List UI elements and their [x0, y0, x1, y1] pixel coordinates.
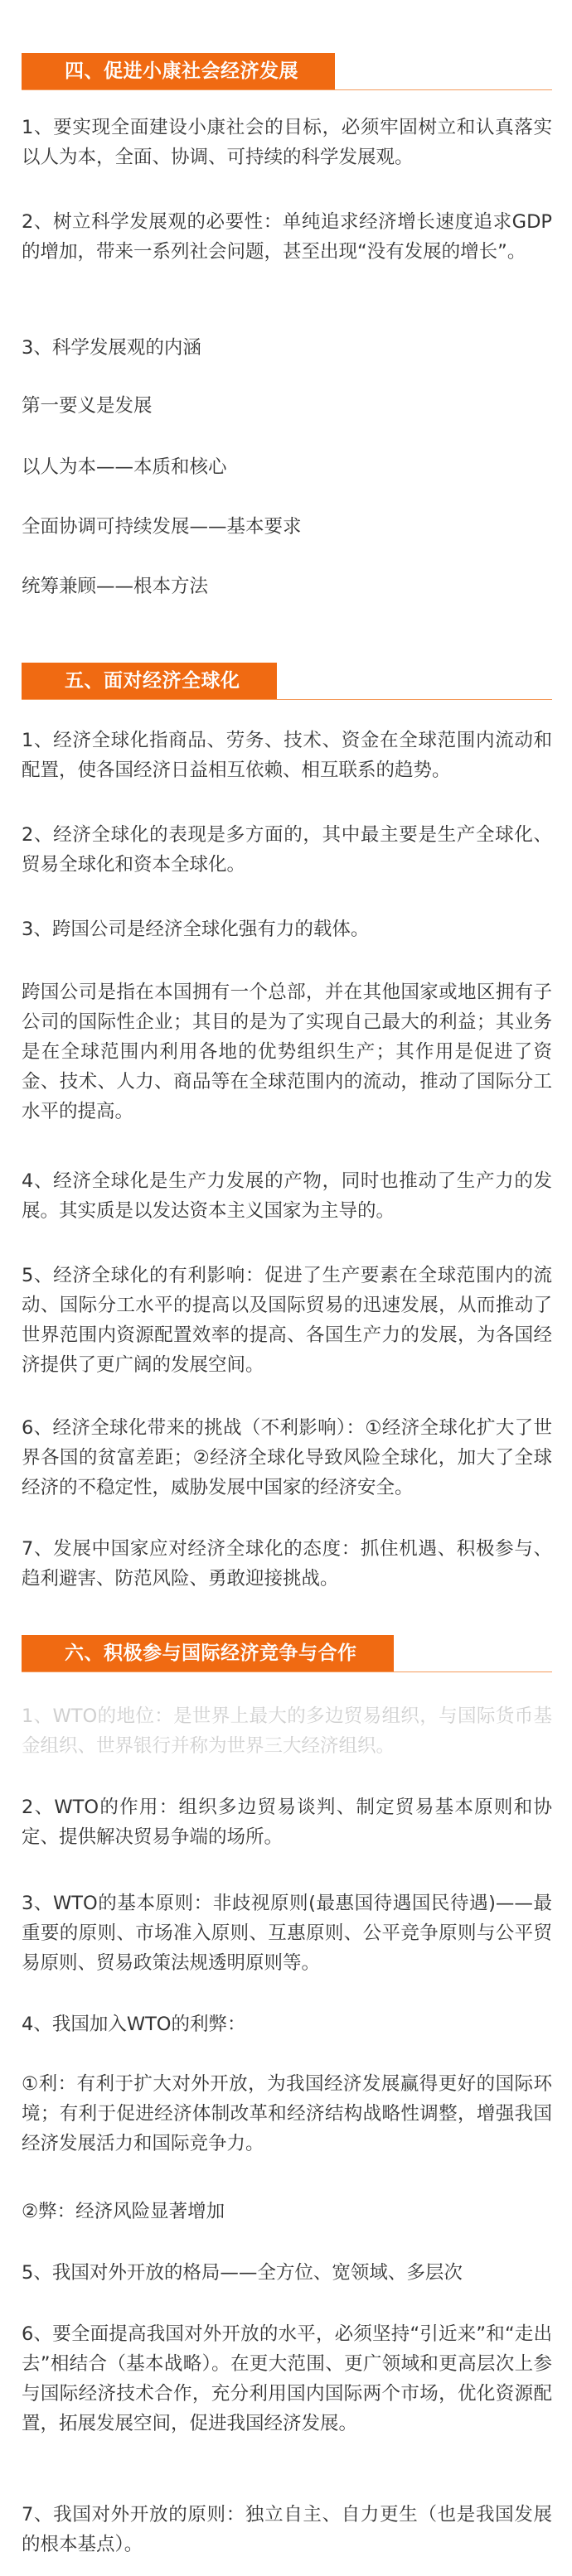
paragraph-6-7: 5、我国对外开放的格局——全方位、宽领域、多层次 [22, 2262, 463, 2284]
paragraph-5-8: 7、发展中国家应对经济全球化的态度：抓住机遇、积极参与、趋利避害、防范风险、勇敢迎接挑战。 [22, 1538, 552, 1589]
paragraph-6-3: 3、WTO的基本原则：非歧视原则(最惠国待遇国民待遇)——最重要的原则、市场准入原则、互惠原则、公平竞争原则与公平贸易原则、贸易政策法规透明原则等。 [22, 1893, 552, 1974]
paragraph-6-4: 4、我国加入WTO的利弊： [22, 2014, 246, 2035]
paragraph-5-6: 5、经济全球化的有利影响：促进了生产要素在全球范围内的流动、国际分工水平的提高以及国际贸易的迅速发展，从而推动了世界范围内资源配置效率的提高、各国生产力的发展，为各国经济提供了更广阔的发展空间。 [22, 1265, 552, 1376]
paragraph-6-9: 7、我国对外开放的原则：独立自主、自力更生（也是我国发展的根本基点）。 [22, 2504, 552, 2555]
section-header-4 [22, 53, 552, 90]
paragraph-4-7: 统筹兼顾——根本方法 [22, 576, 209, 597]
paragraph-5-1: 1、经济全球化指商品、劳务、技术、资金在全球范围内流动和配置，使各国经济日益相互依赖、相互联系的趋势。 [22, 730, 552, 781]
paragraph-4-6: 全面协调可持续发展——基本要求 [22, 516, 302, 538]
paragraph-6-5: ①利：有利于扩大对外开放，为我国经济发展赢得更好的国际环境；有利于促进经济体制改革和经济结构战略性调整，增强我国经济发展活力和国际竞争力。 [22, 2073, 552, 2154]
paragraph-5-3: 3、跨国公司是经济全球化强有力的载体。 [22, 919, 370, 940]
paragraph-4-3: 3、科学发展观的内涵 [22, 337, 201, 359]
section-title-5: 五、面对经济全球化 [22, 663, 277, 699]
paragraph-5-4: 跨国公司是指在本国拥有一个总部，并在其他国家或地区拥有子公司的国际性企业；其目的是为了实现自己最大的利益；其业务是在全球范围内利用各地的优势组织生产；其作用是促进了资金、技术、人力、商品等在全球范围内的流动，推动了国际分工水平的提高。 [22, 982, 552, 1122]
section-title-4: 四、促进小康社会经济发展 [22, 53, 335, 89]
paragraph-6-6: ②弊：经济风险显著增加 [22, 2201, 225, 2222]
paragraph-4-2: 2、树立科学发展观的必要性：单纯追求经济增长速度追求GDP的增加，带来一系列社会问题，甚至出现“没有发展的增长”。 [22, 211, 552, 263]
paragraph-6-8: 6、要全面提高我国对外开放的水平，必须坚持“引近来”和“走出去”相结合（基本战略）。在更大范围、更广领域和更高层次上参与国际经济技术合作，充分利用国内国际两个市场，优化资源配置，拓展发展空间，促进我国经济发展。 [22, 2323, 552, 2434]
paragraph-5-5: 4、经济全球化是生产力发展的产物，同时也推动了生产力的发展。其实质是以发达资本主义国家为主导的。 [22, 1170, 552, 1222]
section-header-6 [22, 1635, 552, 1672]
paragraph-5-7: 6、经济全球化带来的挑战（不利影响）：①经济全球化扩大了世界各国的贫富差距；②经济全球化导致风险全球化，加大了全球经济的不稳定性，威胁发展中国家的经济安全。 [22, 1417, 552, 1498]
section-header-5 [22, 663, 552, 700]
paragraph-4-5: 以人为本——本质和核心 [22, 456, 227, 478]
paragraph-6-1: 1、WTO的地位：是世界上最大的多边贸易组织，与国际货币基金组织、世界银行并称为世界三大经济组织。 [22, 1705, 552, 1757]
paragraph-5-2: 2、经济全球化的表现是多方面的，其中最主要是生产全球化、贸易全球化和资本全球化。 [22, 824, 552, 876]
paragraph-4-1: 1、要实现全面建设小康社会的目标，必须牢固树立和认真落实以人为本，全面、协调、可持续的科学发展观。 [22, 117, 552, 168]
section-title-6: 六、积极参与国际经济竞争与合作 [22, 1635, 394, 1672]
paragraph-6-2: 2、WTO的作用：组织多边贸易谈判、制定贸易基本原则和协定、提供解决贸易争端的场所。 [22, 1797, 552, 1848]
paragraph-4-4: 第一要义是发展 [22, 395, 153, 417]
